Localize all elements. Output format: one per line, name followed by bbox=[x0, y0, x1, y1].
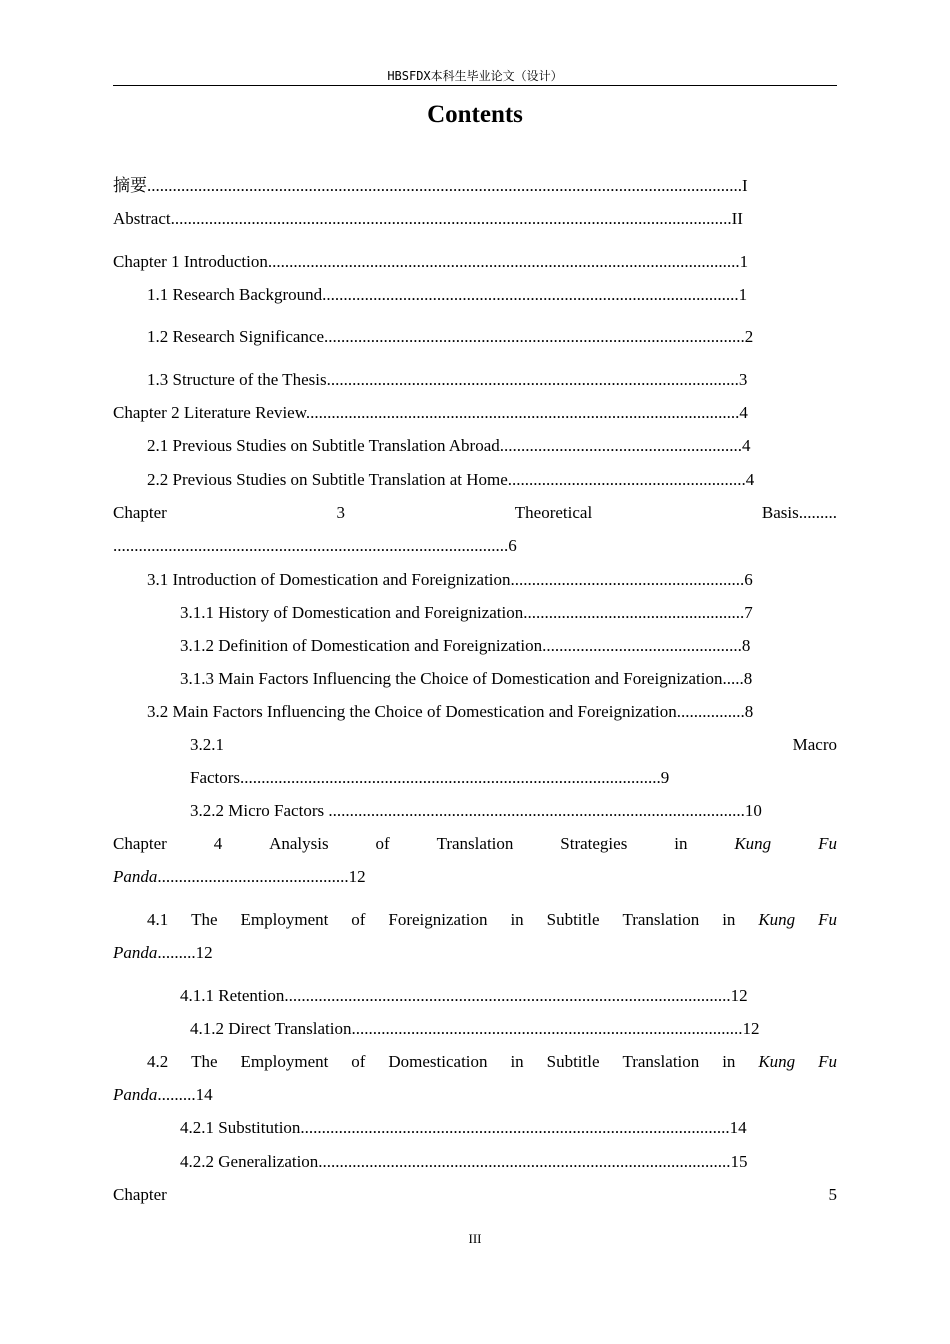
toc-entry-3-2-1-continued[interactable]: Factors...................................................................................................9 bbox=[190, 768, 670, 787]
toc-word: in bbox=[510, 910, 524, 929]
toc-entry-3-1-3[interactable]: 3.1.3 Main Factors Influencing the Choice of Domestication and Foreignization.....8 bbox=[180, 669, 753, 688]
toc-word: of bbox=[375, 834, 390, 853]
toc-entry-chapter-2[interactable]: Chapter 2 Literature Review......................................................................................................4 bbox=[113, 403, 748, 422]
toc-entry-3-2-1[interactable] bbox=[190, 734, 837, 756]
toc-word-italic: Kung bbox=[734, 834, 772, 853]
toc-word: of bbox=[351, 910, 366, 929]
toc-entry-4-1-2[interactable]: 4.1.2 Direct Translation............................................................................................12 bbox=[190, 1019, 760, 1038]
toc-word: Foreignization bbox=[388, 910, 488, 929]
toc-word: Basis......... bbox=[761, 503, 837, 522]
toc-entry-chapter-4[interactable] bbox=[113, 833, 837, 855]
toc-entry-2-1[interactable]: 2.1 Previous Studies on Subtitle Translation Abroad.........................................................4 bbox=[147, 436, 751, 455]
toc-word-italic: Kung bbox=[758, 1052, 796, 1071]
page-number: III bbox=[468, 1231, 482, 1246]
toc-word-italic: Kung bbox=[758, 910, 796, 929]
toc-word: 4.2 bbox=[147, 1052, 169, 1071]
toc-entry-4-2-continued[interactable] bbox=[113, 1084, 213, 1106]
toc-word: Chapter bbox=[113, 834, 167, 853]
toc-entry-abstract-en[interactable]: Abstract....................................................................................................................................II bbox=[113, 209, 743, 228]
toc-entry-abstract-cn[interactable]: 摘要............................................................................................................................................I bbox=[113, 176, 748, 195]
toc-entry-chapter-4-continued[interactable] bbox=[113, 866, 366, 888]
toc-entry-chapter-3-continued[interactable]: .............................................................................................6 bbox=[113, 536, 517, 555]
toc-word: The bbox=[191, 910, 218, 929]
toc-word: 4.1 bbox=[147, 910, 169, 929]
toc-entry-1-1[interactable]: 1.1 Research Background..................................................................................................1 bbox=[147, 285, 748, 304]
toc-entry-3-2[interactable]: 3.2 Main Factors Influencing the Choice of Domestication and Foreignization................8 bbox=[147, 702, 754, 721]
toc-word: Analysis bbox=[269, 834, 329, 853]
toc-word: of bbox=[351, 1052, 366, 1071]
toc-word-italic: Panda bbox=[113, 1085, 158, 1104]
toc-word: Chapter bbox=[113, 1185, 167, 1204]
running-header: HBSFDX本科生毕业论文（设计） bbox=[387, 69, 563, 83]
toc-word: 3.2.1 bbox=[190, 735, 224, 754]
toc-word: Chapter bbox=[113, 503, 167, 522]
toc-leader: .........12 bbox=[157, 943, 213, 962]
toc-word: in bbox=[722, 910, 736, 929]
toc-word: Macro bbox=[792, 735, 837, 754]
toc-leader: .........14 bbox=[157, 1085, 213, 1104]
toc-entry-4-1[interactable] bbox=[147, 909, 837, 931]
toc-word: in bbox=[674, 834, 688, 853]
toc-leader: .............................................12 bbox=[157, 867, 366, 886]
toc-entry-chapter-5[interactable] bbox=[113, 1184, 837, 1206]
toc-word: 5 bbox=[828, 1185, 837, 1204]
toc-entry-2-2[interactable]: 2.2 Previous Studies on Subtitle Translation at Home........................................................4 bbox=[147, 470, 755, 489]
toc-word-italic: Fu bbox=[818, 1052, 837, 1071]
toc-word: Translation bbox=[622, 910, 700, 929]
toc-word: Translation bbox=[436, 834, 514, 853]
toc-word: Translation bbox=[622, 1052, 700, 1071]
toc-entry-chapter-1[interactable]: Chapter 1 Introduction...............................................................................................................1 bbox=[113, 252, 749, 271]
toc-word: 3 bbox=[336, 503, 346, 522]
toc-entry-4-1-1[interactable]: 4.1.1 Retention.........................................................................................................12 bbox=[180, 986, 748, 1005]
toc-word-italic: Panda bbox=[113, 867, 158, 886]
toc-word: Strategies bbox=[560, 834, 628, 853]
toc-word: The bbox=[191, 1052, 218, 1071]
toc-entry-4-1-continued[interactable] bbox=[113, 942, 213, 964]
toc-entry-3-1[interactable]: 3.1 Introduction of Domestication and Foreignization.......................................................6 bbox=[147, 570, 753, 589]
toc-word: Employment bbox=[240, 910, 329, 929]
toc-entry-chapter-3[interactable] bbox=[113, 502, 837, 524]
toc-entry-4-2-2[interactable]: 4.2.2 Generalization.................................................................................................15 bbox=[180, 1152, 748, 1171]
toc-word: Subtitle bbox=[546, 1052, 600, 1071]
toc-entry-3-2-2[interactable]: 3.2.2 Micro Factors ..................................................................................................10 bbox=[190, 801, 762, 820]
toc-word: Theoretical bbox=[514, 503, 593, 522]
toc-word: 4 bbox=[213, 834, 223, 853]
toc-word: in bbox=[722, 1052, 736, 1071]
toc-entry-4-2-1[interactable]: 4.2.1 Substitution.....................................................................................................14 bbox=[180, 1118, 747, 1137]
toc-entry-1-3[interactable]: 1.3 Structure of the Thesis.................................................................................................3 bbox=[147, 370, 748, 389]
page-title: Contents bbox=[427, 101, 523, 128]
toc-word: Subtitle bbox=[546, 910, 600, 929]
toc-word-italic: Fu bbox=[818, 910, 837, 929]
toc-word-italic: Fu bbox=[818, 834, 837, 853]
toc-word: Domestication bbox=[388, 1052, 488, 1071]
toc-entry-4-2[interactable] bbox=[147, 1051, 837, 1073]
toc-entry-1-2[interactable]: 1.2 Research Significance...................................................................................................2 bbox=[147, 327, 754, 346]
toc-word: in bbox=[510, 1052, 524, 1071]
toc-word: Employment bbox=[240, 1052, 329, 1071]
toc-word-italic: Panda bbox=[113, 943, 158, 962]
toc-entry-3-1-1[interactable]: 3.1.1 History of Domestication and Foreignization....................................................7 bbox=[180, 603, 753, 622]
toc-entry-3-1-2[interactable]: 3.1.2 Definition of Domestication and Foreignization...............................................8 bbox=[180, 636, 751, 655]
header-rule bbox=[113, 85, 837, 86]
